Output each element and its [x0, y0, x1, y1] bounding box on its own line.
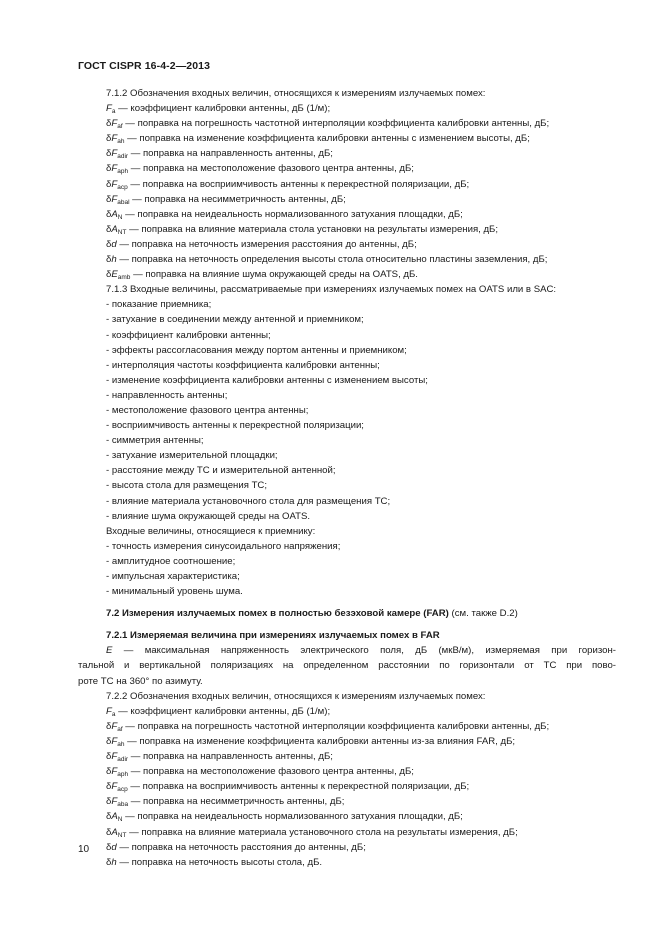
quantity-symbol: A	[111, 826, 118, 838]
list-item: - точность измерения синусоидального напряжения;	[106, 540, 341, 552]
section-7-2-reference: (см. также D.2)	[448, 608, 518, 620]
quantity-symbol: F	[111, 735, 118, 747]
definition-text: — поправка на направленность антенны, дБ;	[128, 751, 333, 763]
definition-text: — поправка на влияние материала установочного стола на результаты измерения, дБ;	[126, 826, 518, 838]
page-content	[78, 86, 616, 870]
section-7-1-2-definitions	[78, 101, 616, 282]
quantity-subscript: NT	[117, 228, 127, 236]
definition-text: — поправка на несимметричность антенны, дБ;	[128, 796, 345, 808]
definition-text: — поправка на направленность антенны, дБ;	[128, 148, 333, 160]
quantity-subscript: aba	[117, 801, 129, 809]
quantity-subscript: ah	[117, 740, 125, 748]
definition-line	[78, 749, 616, 764]
delta-prefix: δ	[106, 254, 112, 266]
section-7-1-3-list	[78, 297, 616, 523]
definition-line	[78, 779, 616, 794]
quantity-symbol: E	[111, 269, 118, 281]
definition-line	[78, 267, 616, 282]
delta-prefix: δ	[106, 720, 112, 732]
definition-line	[78, 116, 616, 131]
list-item: - влияние шума окружающей среды на OATS.	[106, 510, 311, 522]
delta-prefix: δ	[106, 766, 112, 778]
definition-line	[78, 855, 616, 870]
definition-text: — коэффициент калибровки антенны, дБ (1/м);	[115, 705, 331, 717]
definition-text: — поправка на изменение коэффициента калибровки антенны из-за влияния FAR, дБ;	[124, 735, 516, 747]
definition-line	[78, 809, 616, 824]
definition-text: — поправка на неточность определения высоты стола относительно пластины заземления, дБ;	[116, 254, 548, 266]
definition-text: — поправка на неидеальность нормализованного затухания площадки, дБ;	[122, 208, 463, 220]
definition-line	[78, 764, 616, 779]
delta-prefix: δ	[106, 133, 112, 145]
list-item: - изменение коэффициента калибровки антенны с изменением высоты;	[106, 374, 428, 386]
delta-prefix: δ	[106, 178, 112, 190]
quantity-symbol: h	[111, 254, 117, 266]
delta-prefix: δ	[106, 751, 112, 763]
delta-prefix: δ	[106, 193, 112, 205]
delta-prefix: δ	[106, 148, 112, 160]
quantity-subscript: a	[111, 108, 116, 116]
measurand-paragraph-line-3: роте ТС на 360° по азимуту.	[78, 675, 203, 687]
quantity-symbol: F	[111, 163, 118, 175]
quantity-symbol: h	[111, 856, 117, 868]
list-item: - эффекты рассогласования между портом антенны и приемником;	[106, 344, 407, 356]
receiver-quantities-list	[78, 539, 616, 599]
delta-prefix: δ	[106, 796, 112, 808]
definition-line	[78, 146, 616, 161]
definition-line	[78, 704, 616, 719]
list-item: - влияние материала установочного стола для размещения ТС;	[106, 495, 391, 507]
quantity-subscript: acp	[117, 183, 128, 191]
definition-text: — поправка на влияние материала стола установки на результаты измерения, дБ;	[126, 223, 499, 235]
delta-prefix: δ	[106, 811, 112, 823]
list-item: - амплитудное соотношение;	[106, 555, 236, 567]
definition-text: — коэффициент калибровки антенны, дБ (1/м);	[115, 103, 331, 115]
quantity-subscript: NT	[117, 831, 127, 839]
list-item: - симметрия антенны;	[106, 435, 204, 447]
definition-text: — поправка на неидеальность нормализованного затухания площадки, дБ;	[122, 811, 463, 823]
list-item: - направленность антенны;	[106, 389, 228, 401]
definition-line	[78, 101, 616, 116]
definition-line	[78, 734, 616, 749]
quantity-symbol: A	[111, 208, 118, 220]
definition-line	[78, 252, 616, 267]
definition-line	[78, 207, 616, 222]
definition-text: — поправка на погрешность частотной интерполяции коэффициента калибровки антенны, дБ;	[122, 118, 550, 130]
definition-text: — поправка на неточность измерения расстояния до антенны, дБ;	[116, 238, 417, 250]
quantity-subscript: aph	[117, 771, 129, 779]
quantity-symbol: d	[111, 841, 117, 853]
definition-line	[78, 719, 616, 734]
quantity-symbol: F	[111, 193, 118, 205]
quantity-symbol: F	[111, 148, 118, 160]
quantity-symbol: F	[106, 103, 112, 115]
definition-line	[78, 192, 616, 207]
quantity-subscript: N	[117, 816, 123, 824]
quantity-subscript: af	[117, 123, 123, 131]
section-7-2-heading	[78, 606, 616, 621]
definition-line	[78, 131, 616, 146]
definition-line	[78, 161, 616, 176]
definition-text: — поправка на неточность высоты стола, дБ.	[116, 856, 323, 868]
definition-line	[78, 840, 616, 855]
list-item: - импульсная характеристика;	[106, 571, 240, 582]
list-item: - местоположение фазового центра антенны;	[106, 404, 309, 416]
delta-prefix: δ	[106, 856, 112, 868]
quantity-symbol: F	[111, 766, 118, 778]
section-7-1-3-heading: 7.1.3 Входные величины, рассматриваемые при измерениях излучаемых помех на OATS или в SAC:	[106, 284, 557, 296]
section-7-2-2-heading: 7.2.2 Обозначения входных величин, относящихся к измерениям излучаемых помех:	[106, 690, 486, 702]
receiver-quantities-heading: Входные величины, относящиеся к приемнику:	[106, 525, 316, 537]
list-item: - затухание в соединении между антенной и приемником;	[106, 314, 364, 326]
delta-prefix: δ	[106, 118, 112, 130]
list-item: - восприимчивость антенны к перекрестной поляризации;	[106, 420, 364, 432]
quantity-symbol: F	[106, 705, 112, 717]
delta-prefix: δ	[106, 781, 112, 793]
definition-text: — поправка на изменение коэффициента калибровки антенны с изменением высоты, дБ;	[124, 133, 530, 145]
quantity-subscript: N	[117, 213, 123, 221]
definition-text: — поправка на восприимчивость антенны к перекрестной поляризации, дБ;	[127, 781, 470, 793]
list-item: - показание приемника;	[106, 299, 212, 311]
measurand-symbol: E	[106, 645, 113, 657]
quantity-symbol: F	[111, 118, 118, 130]
list-item: - минимальный уровень шума.	[106, 586, 243, 598]
definition-text: — поправка на местоположение фазового центра антенны, дБ;	[128, 766, 414, 778]
delta-prefix: δ	[106, 208, 112, 220]
quantity-subscript: a	[111, 710, 116, 718]
definition-text: — поправка на местоположение фазового центра антенны, дБ;	[128, 163, 414, 175]
definition-text: — поправка на неточность расстояния до антенны, дБ;	[116, 841, 366, 853]
delta-prefix: δ	[106, 223, 112, 235]
delta-prefix: δ	[106, 163, 112, 175]
quantity-subscript: aph	[117, 168, 129, 176]
definition-line	[78, 222, 616, 237]
quantity-symbol: F	[111, 781, 118, 793]
section-7-2-2-definitions	[78, 704, 616, 870]
quantity-symbol: F	[111, 178, 118, 190]
quantity-subscript: acp	[117, 786, 128, 794]
quantity-subscript: adir	[117, 756, 129, 764]
measurand-paragraph-line-1: E — максимальная напряженность электрического поля, дБ (мкВ/м), измеряемая при горизон-	[106, 645, 616, 657]
quantity-symbol: F	[111, 796, 118, 808]
definition-text: — поправка на влияние шума окружающей среды на OATS, дБ.	[130, 269, 418, 281]
quantity-subscript: amb	[117, 274, 131, 282]
delta-prefix: δ	[106, 841, 112, 853]
quantity-symbol: F	[111, 133, 118, 145]
page-number: 10	[78, 844, 90, 855]
list-item: - коэффициент калибровки антенны;	[106, 329, 271, 341]
section-7-2-title: 7.2 Измерения излучаемых помех в полностью безэховой камере (FAR)	[106, 608, 449, 620]
delta-prefix: δ	[106, 735, 112, 747]
definition-text: — поправка на восприимчивость антенны к перекрестной поляризации, дБ;	[127, 178, 470, 190]
delta-prefix: δ	[106, 269, 112, 281]
quantity-symbol: A	[111, 223, 118, 235]
document-header: ГОСТ CISPR 16-4-2—2013	[78, 60, 211, 72]
delta-prefix: δ	[106, 826, 112, 838]
list-item: - высота стола для размещения ТС;	[106, 480, 268, 492]
quantity-symbol: d	[111, 238, 117, 250]
list-item: - затухание измерительной площадки;	[106, 450, 278, 462]
definition-text: — поправка на погрешность частотной интерполяции коэффициента калибровки антенны, дБ;	[122, 720, 550, 732]
quantity-symbol: F	[111, 751, 118, 763]
quantity-symbol: F	[111, 720, 118, 732]
quantity-symbol: A	[111, 811, 118, 823]
quantity-subscript: af	[117, 725, 123, 733]
section-7-1-2-heading: 7.1.2 Обозначения входных величин, относящихся к измерениям излучаемых помех:	[106, 88, 486, 99]
quantity-subscript: ah	[117, 138, 125, 146]
quantity-subscript: adir	[117, 153, 129, 161]
delta-prefix: δ	[106, 238, 112, 250]
definition-line	[78, 237, 616, 252]
definition-line	[78, 177, 616, 192]
measurand-paragraph-line-2: тальной и вертикальной поляризациях на определенном расстоянии по горизонтали от ТС при пово-	[78, 660, 616, 672]
section-7-2-1-heading: 7.2.1 Измеряемая величина при измерениях излучаемых помех в FAR	[106, 630, 440, 642]
list-item: - интерполяция частоты коэффициента калибровки антенны;	[106, 359, 380, 371]
quantity-subscript: abal	[117, 198, 130, 206]
definition-line	[78, 794, 616, 809]
definition-line	[78, 825, 616, 840]
list-item: - расстояние между ТС и измерительной антенной;	[106, 465, 336, 477]
definition-text: — поправка на несимметричность антенны, дБ;	[129, 193, 346, 205]
